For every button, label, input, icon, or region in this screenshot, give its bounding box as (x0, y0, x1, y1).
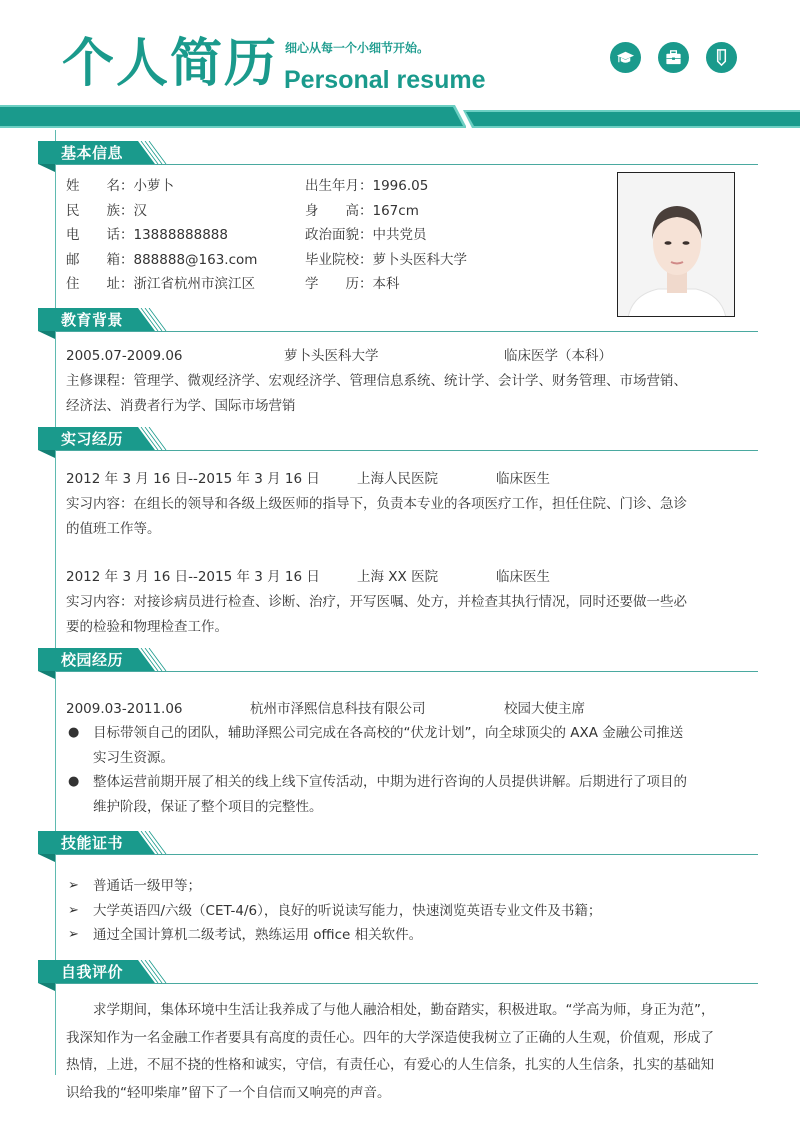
education-period: 2005.07-2009.06 (66, 348, 183, 364)
section-header-skills (38, 831, 758, 863)
header-banner (0, 104, 800, 130)
internship-desc: 实习内容：对接诊病员进行检查、诊断、治疗，开写医嘱、处方，并检查其执行情况，同时还要做一些必 (66, 594, 687, 610)
info-phone: 电 话：13888888888 (66, 227, 228, 243)
internship-period: 2012 年 3 月 16 日--2015 年 3 月 16 日 (66, 569, 320, 585)
arrow-bullet-icon: ➢ (68, 878, 79, 893)
bullet-dot-icon: ● (68, 774, 80, 789)
internship-org: 上海 XX 医院 (357, 569, 439, 585)
internship-role: 临床医生 (496, 471, 550, 487)
section-title: 实习经历 (61, 430, 124, 448)
list-item: ● 整体运营前期开展了相关的线上线下宣传活动，中期为进行咨询的人员提供讲解。后期进行了项目的 维护阶段，保证了整个项目的完整性。 (66, 770, 726, 819)
section-title: 技能证书 (61, 834, 124, 852)
info-name: 姓 名：小萝卜 (66, 178, 174, 194)
internship-desc-cont: 的值班工作等。 (66, 521, 161, 537)
list-item: ● 目标带领自己的团队，辅助泽熙公司完成在各高校的“伏龙计划”，向全球顶尖的 AXA 金融公司推送 实习生资源。 (66, 721, 726, 770)
education-courses-cont: 经济法、消费者行为学、国际市场营销 (66, 398, 296, 414)
arrow-bullet-icon: ➢ (68, 902, 79, 918)
campus-period: 2009.03-2011.06 (66, 701, 183, 717)
info-ethnicity: 民 族：汉 (66, 202, 147, 219)
list-item: ➢ 大学英语四/六级（CET-4/6），良好的听说读写能力，快速浏览英语专业文件及书籍； (66, 899, 726, 924)
internship-org: 上海人民医院 (357, 471, 438, 487)
skills-list (66, 874, 726, 948)
timeline-vertical-line (55, 130, 56, 1075)
info-email: 邮 箱：888888@163.com (66, 251, 258, 268)
section-header-self-eval (38, 960, 758, 992)
internship-desc-cont: 要的检验和物理检查工作。 (66, 619, 228, 635)
info-school: 毕业院校：萝卜头医科大学 (305, 251, 467, 268)
education-school: 萝卜头医科大学 (284, 348, 379, 364)
info-birth: 出生年月：1996.05 (305, 178, 429, 194)
self-evaluation-text: 求学期间，集体环境中生活让我养成了与他人融洽相处，勤奋踏实，积极进取。“学高为师，身正为范”，我深知作为一名金融工作者要具有高度的责任心。四年的大学深造使我树立了正确的人生观，价值观，形成了热情，上进，不屈不挠的性格和诚实，守信，有责任心，有爱心的人生信条，扎实的人生信条，扎实的基础知识给我的“轻叩柴扉”留下了一个自信而又响亮的声音。 (66, 1002, 715, 1101)
info-degree: 学 历：本科 (305, 276, 400, 292)
info-address: 住 址：浙江省杭州市滨江区 (66, 276, 255, 292)
section-header-education (38, 308, 758, 340)
section-header-campus (38, 648, 758, 680)
arrow-bullet-icon: ➢ (68, 927, 79, 942)
info-political: 政治面貌：中共党员 (305, 227, 427, 243)
graduation-cap-icon (610, 42, 641, 73)
education-courses: 主修课程：管理学、微观经济学、宏观经济学、管理信息系统、统计学、会计学、财务管理、市场营销、 (66, 373, 687, 389)
slogan: 细心从每一个小细节开始。 (285, 41, 430, 55)
profile-photo (617, 172, 735, 317)
bullet-dot-icon: ● (68, 725, 80, 740)
resume-title-cn: 个人简历 (62, 34, 279, 94)
internship-role: 临床医生 (496, 569, 550, 585)
list-item: ➢ 通过全国计算机二级考试，熟练运用 office 相关软件。 (66, 923, 726, 948)
section-title: 基本信息 (61, 144, 124, 162)
section-header-basic-info (38, 141, 758, 173)
pencil-icon (706, 42, 737, 73)
list-item: ➢ 普通话一级甲等； (66, 874, 726, 899)
campus-org: 杭州市泽熙信息科技有限公司 (250, 701, 426, 717)
internship-period: 2012 年 3 月 16 日--2015 年 3 月 16 日 (66, 471, 320, 487)
education-major: 临床医学（本科） (504, 348, 612, 364)
campus-role: 校园大使主席 (504, 701, 585, 717)
resume-title-en: Personal resume (284, 66, 486, 94)
section-title: 自我评价 (61, 963, 124, 981)
section-title: 校园经历 (61, 651, 124, 669)
internship-desc: 实习内容：在组长的领导和各级上级医师的指导下，负责本专业的各项医疗工作，担任住院、门诊、急诊 (66, 496, 687, 512)
briefcase-icon (658, 42, 689, 73)
info-height: 身 高：167cm (305, 202, 419, 219)
section-header-internship (38, 427, 758, 459)
campus-bullets (66, 721, 726, 819)
section-title: 教育背景 (61, 311, 124, 329)
header-icons (610, 42, 737, 73)
